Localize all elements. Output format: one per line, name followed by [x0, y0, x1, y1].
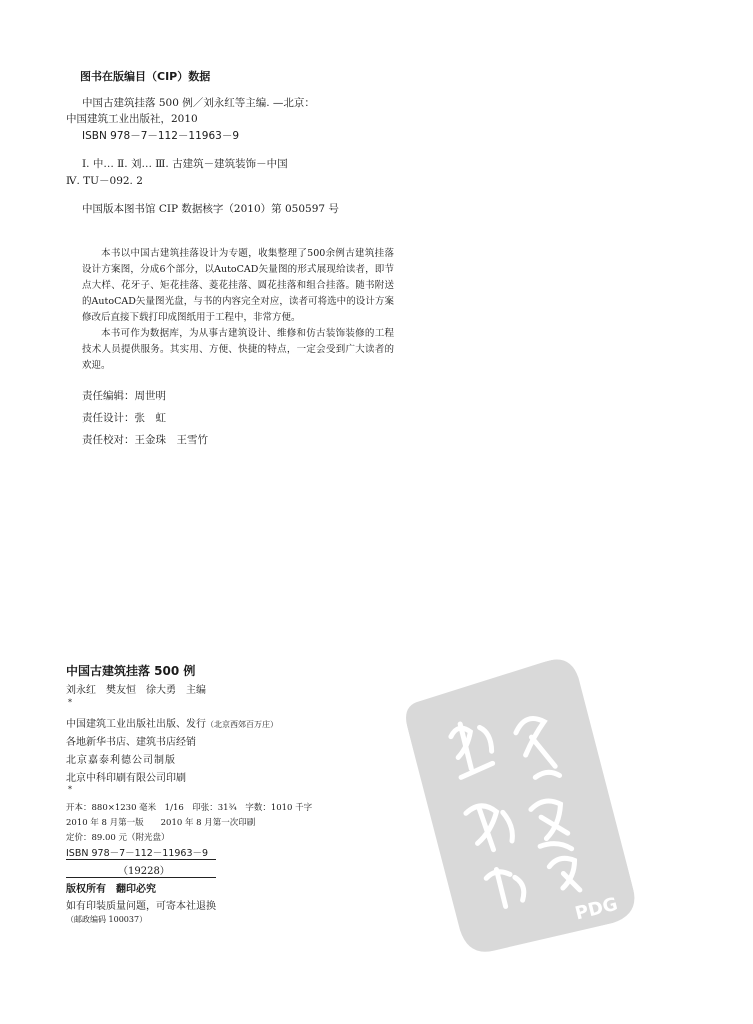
- colophon-publisher: [66, 715, 278, 730]
- isbn-rule: [66, 859, 216, 860]
- colophon-rights: 版权所有 翻印必究: [66, 884, 156, 895]
- colophon-postal-code: （邮政编码 100037）: [66, 915, 148, 924]
- publisher-address: （北京西郊百万庄）: [206, 720, 278, 729]
- watermark-label: PDG: [573, 893, 620, 925]
- colophon-edition: 2010 年 8 月第一版 2010 年 8 月第一次印刷: [66, 818, 256, 828]
- cip-line-isbn: ISBN 978－7－112－11963－9: [82, 130, 240, 142]
- credit-proofreader: 责任校对：王金珠 王雪竹: [82, 434, 208, 446]
- content-summary: [82, 246, 394, 374]
- colophon-separator: *: [68, 785, 72, 794]
- colophon-typesetter: 北京嘉泰利德公司制版: [66, 755, 176, 766]
- cip-line-classification: Ⅰ. 中… Ⅱ. 刘… Ⅲ. 古建筑－建筑装饰－中国: [82, 158, 288, 170]
- colophon-title: 中国古建筑挂落 500 例: [66, 664, 196, 678]
- watermark-seal-graphic: [400, 654, 640, 960]
- cip-line-publisher: 中国建筑工业出版社，2010: [66, 113, 198, 125]
- credit-editor: 责任编辑：周世明: [82, 390, 166, 402]
- colophon-distributor: 各地新华书店、建筑书店经销: [66, 737, 196, 748]
- colophon-authors: 刘永红 樊友恒 徐大勇 主编: [66, 685, 206, 696]
- cip-line-title: 中国古建筑挂落 500 例／刘永红等主编. —北京：: [82, 97, 315, 109]
- cip-line-number: 中国版本图书馆 CIP 数据核字（2010）第 050597 号: [82, 203, 339, 215]
- colophon-printer: 北京中科印刷有限公司印刷: [66, 773, 186, 784]
- colophon-return-note: 如有印装质量问题，可寄本社退换: [66, 901, 216, 912]
- colophon-isbn: ISBN 978－7－112－11963－9: [66, 848, 209, 859]
- summary-paragraph: 本书可作为数据库，为从事古建筑设计、维修和仿古装饰装修的工程技术人员提供服务。其实用、方便、快捷的特点，一定会受到广大读者的欢迎。: [82, 328, 394, 371]
- watermark-seal: [400, 654, 640, 960]
- code-rule: [66, 877, 216, 878]
- summary-paragraph: 本书以中国古建筑挂落设计为专题，收集整理了500余例古建筑挂落设计方案图，分成6个部分，以AutoCAD矢量图的形式展现给读者，即节点大样、花牙子、矩花挂落、菱花挂落、圆花挂落和组合挂落。随书附送的AutoCAD矢量图光盘，与书的内容完全对应，读者可将选中的设计方案修改后直接下载打印成图纸用于工程中，非常方便。: [82, 248, 394, 323]
- cip-line-tu: Ⅳ. TU－092. 2: [66, 175, 143, 187]
- publisher-name: 中国建筑工业出版社出版、发行: [66, 719, 206, 730]
- colophon-specs: 开本：880×1230 毫米 1/16 印张：31¾ 字数：1010 千字: [66, 803, 313, 813]
- colophon-code: （19228）: [118, 866, 170, 877]
- colophon-price: 定价：89.00 元（附光盘）: [66, 833, 170, 843]
- credit-designer: 责任设计：张 虹: [82, 412, 166, 424]
- colophon-separator: *: [68, 698, 72, 707]
- cip-title: 图书在版编目（CIP）数据: [80, 70, 211, 83]
